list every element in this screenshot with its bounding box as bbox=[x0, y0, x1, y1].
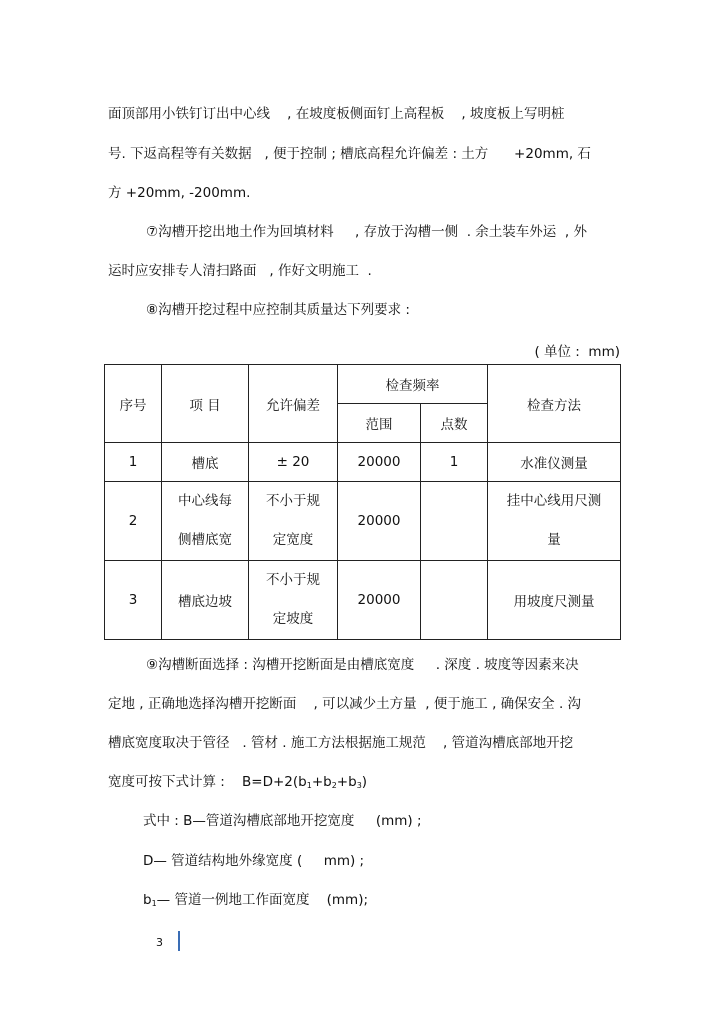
formula-sub: 1 bbox=[306, 781, 312, 790]
cell-item-line: 中心线每 bbox=[178, 493, 232, 509]
cell-item bbox=[162, 482, 249, 561]
paragraph-7-line: 运时应安排专人清扫路面 , 作好文明施工 . bbox=[108, 263, 372, 279]
cell-method-line: 量 bbox=[547, 532, 561, 548]
cell-tolerance-line: 不小于规 bbox=[266, 493, 320, 509]
definition-b1-text: — 管道一例地工作面宽度 (mm); bbox=[156, 892, 369, 908]
paragraph-9-line: ⑨沟槽断面选择 : 沟槽开挖断面是由槽底宽度 . 深度 . 坡度等因素来决 bbox=[146, 657, 579, 673]
quality-requirements-table bbox=[104, 364, 621, 640]
formula-part: +b bbox=[336, 774, 357, 790]
table-row bbox=[105, 482, 621, 561]
paragraph-line: 号. 下返高程等有关数据 , 便于控制 ; 槽底高程允许偏差 : 土方 +20mm, 石 bbox=[108, 146, 591, 162]
cell-tolerance: ± 20 bbox=[249, 443, 338, 482]
header-points: 点数 bbox=[421, 404, 488, 443]
cell-method: 用坡度尺测量 bbox=[488, 561, 621, 640]
cell-method: 水准仪测量 bbox=[488, 443, 621, 482]
cell-tolerance-line: 不小于规 bbox=[266, 572, 320, 588]
cell-points bbox=[421, 482, 488, 561]
cell-tolerance-line: 定坡度 bbox=[272, 611, 314, 627]
paragraph-9-line: 槽底宽度取决于管径 . 管材 . 施工方法根据施工规范 , 管道沟槽底部地开挖 bbox=[108, 735, 574, 751]
cell-seq: 2 bbox=[105, 482, 162, 561]
paragraph-8: ⑧沟槽开挖过程中应控制其质量达下列要求 : bbox=[146, 302, 410, 318]
cell-item-line: 侧槽底宽 bbox=[178, 532, 232, 548]
header-item: 项 目 bbox=[162, 365, 249, 443]
cell-item: 槽底边坡 bbox=[162, 561, 249, 640]
formula-sub: 3 bbox=[356, 781, 362, 790]
paragraph-9-line: 定地 , 正确地选择沟槽开挖断面 , 可以减少土方量 , 便于施工 , 确保安全 . 沟 bbox=[108, 696, 582, 712]
header-seq: 序号 bbox=[105, 365, 162, 443]
cell-tolerance bbox=[249, 482, 338, 561]
definition-b: 式中 : B—管道沟槽底部地开挖宽度 (mm) ; bbox=[143, 813, 422, 829]
header-range: 范围 bbox=[338, 404, 421, 443]
formula-line bbox=[108, 773, 367, 795]
page-number: 3 bbox=[156, 936, 163, 949]
formula-part: ) bbox=[361, 774, 368, 790]
formula-sub: 2 bbox=[331, 781, 337, 790]
cell-tolerance-line: 定宽度 bbox=[272, 532, 314, 548]
cell-range: 20000 bbox=[338, 443, 421, 482]
paragraph-7-line: ⑦沟槽开挖出地土作为回填材料 , 存放于沟槽一侧 . 余土装车外运 , 外 bbox=[146, 224, 587, 240]
cell-method bbox=[488, 482, 621, 561]
paragraph-line: 方 +20mm, -200mm. bbox=[108, 185, 251, 201]
header-tolerance: 允许偏差 bbox=[249, 365, 338, 443]
table-row bbox=[105, 561, 621, 640]
formula-part: +b bbox=[311, 774, 332, 790]
cell-range: 20000 bbox=[338, 561, 421, 640]
paragraph-line: 面顶部用小铁钉订出中心线 , 在坡度板侧面钉上高程板 , 坡度板上写明桩 bbox=[108, 106, 565, 122]
cell-seq: 1 bbox=[105, 443, 162, 482]
header-frequency: 检查频率 bbox=[338, 365, 488, 404]
cell-range: 20000 bbox=[338, 482, 421, 561]
cell-method-line: 挂中心线用尺测 bbox=[506, 493, 602, 509]
page-number-divider bbox=[178, 931, 180, 951]
definition-b1-sub: 1 bbox=[151, 899, 157, 908]
definition-b1 bbox=[143, 891, 368, 913]
definition-b1-prefix: b bbox=[143, 892, 152, 908]
table-row bbox=[105, 443, 621, 482]
cell-item: 槽底 bbox=[162, 443, 249, 482]
cell-points bbox=[421, 561, 488, 640]
header-method: 检查方法 bbox=[488, 365, 621, 443]
definition-d: D— 管道结构地外缘宽度 ( mm) ; bbox=[143, 853, 365, 869]
formula-prefix: 宽度可按下式计算 : B=D+2(b bbox=[108, 774, 307, 790]
cell-points: 1 bbox=[421, 443, 488, 482]
unit-label: ( 单位 : mm) bbox=[534, 344, 620, 360]
cell-seq: 3 bbox=[105, 561, 162, 640]
cell-tolerance bbox=[249, 561, 338, 640]
